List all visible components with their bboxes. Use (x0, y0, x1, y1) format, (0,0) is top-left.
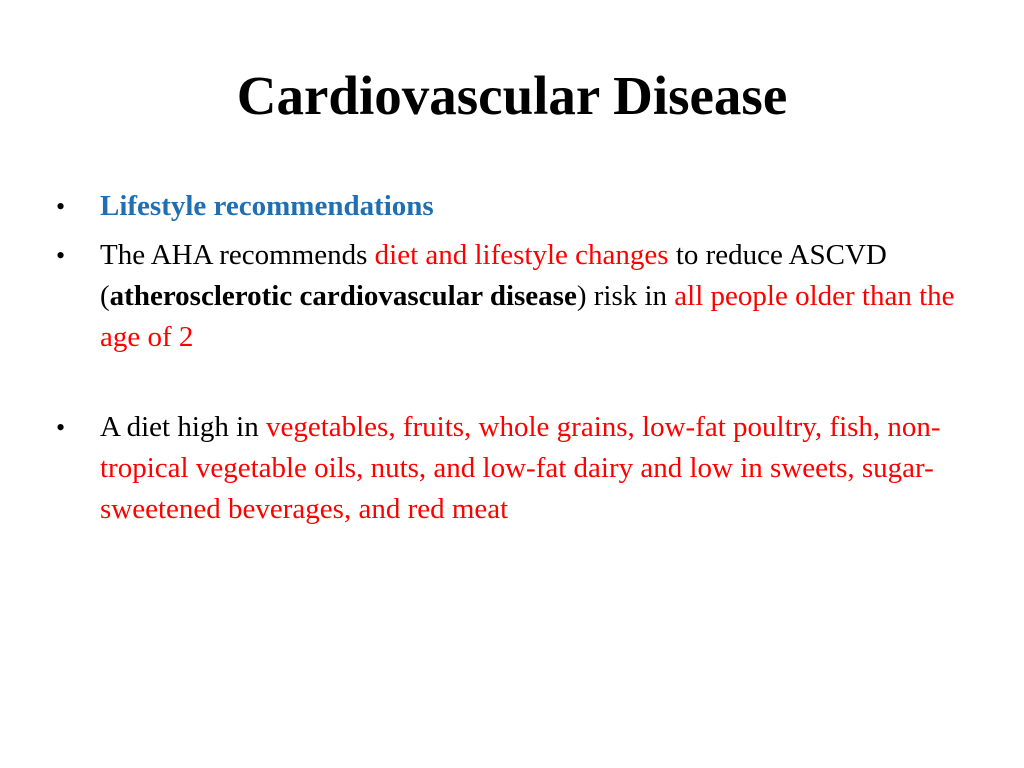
bullet-heading: Lifestyle recommendations (100, 190, 434, 222)
bullet-icon: • (56, 241, 66, 270)
bullet-emphasis: diet and lifestyle changes (374, 239, 669, 271)
bullet-item-aha (56, 235, 956, 358)
bullet-emphasis: vegetables, fruits, whole grains, low-fat poultry, fish, non-tropical vegetable oils, nuts, and low-fat dairy and low in sweets, sugar-sweetened beverages, and red meat (100, 411, 941, 525)
bullet-item-diet (56, 407, 956, 530)
bullet-icon: • (56, 192, 66, 221)
bullet-icon: • (56, 413, 66, 442)
bullet-text: A diet high in (100, 411, 266, 443)
bullet-bold-term: atherosclerotic cardiovascular disease (109, 280, 577, 312)
bullet-emphasis: all people older than the age of 2 (100, 280, 955, 353)
bullet-text: The AHA recommends (100, 239, 375, 271)
bullet-text: ) risk in (576, 280, 675, 312)
bullet-text: to reduce ASCVD ( (100, 239, 887, 312)
bullet-item-lifestyle (56, 186, 956, 227)
bullet-list (56, 186, 956, 538)
slide-title: Cardiovascular Disease (236, 65, 788, 126)
